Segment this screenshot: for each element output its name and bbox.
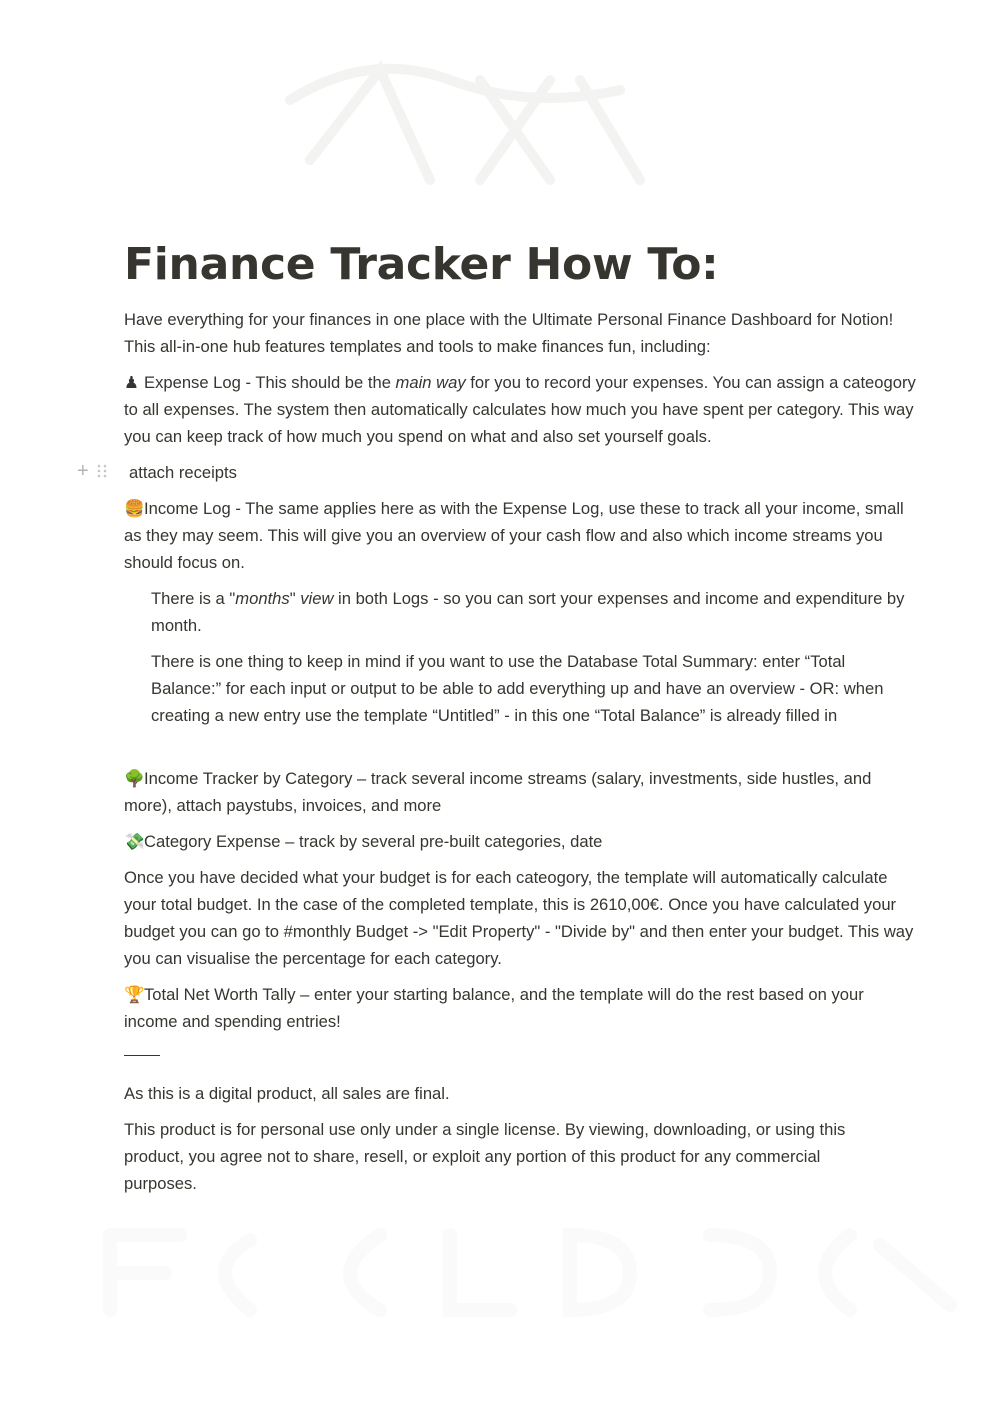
- income-log-block: 🍔Income Log - The same applies here as with the Expense Log, use these to track all your income, small as they may seem. This will give you an overview of your cash flow and also which income streams you should focus on.: [124, 495, 919, 576]
- drag-handle-icon[interactable]: [97, 464, 107, 478]
- summary-note: There is one thing to keep in mind if you want to use the Database Total Summary: enter “Total Balance:” for each input or output to be able to add everything up and have an overview - OR: when creating a new entry use the template “Untitled” - in this one “Total Balance” is already filled in: [151, 652, 884, 725]
- category-expense-block: 💸Category Expense – track by several pre-built categories, date: [124, 828, 919, 855]
- expense-log-block: ♟ Expense Log - This should be the main way for you to record your expenses. You can assign a cateogory to all expenses. The system then automatically calculates how much you have spent per category. This way you can keep track of how much you spend on what and also set yourself goals.: [124, 369, 919, 450]
- intro-paragraph: Have everything for your finances in one place with the Ultimate Personal Finance Dashboard for Notion! This all-in-one hub features templates and tools to make finances fun, including:: [124, 310, 894, 356]
- block-handle: [77, 460, 107, 482]
- tree-icon: 🌳: [124, 769, 145, 788]
- budget-note: Once you have decided what your budget is for each cateogory, the template will automatically calculate your total budget. In the case of the completed template, this is 2610,00€. Once you have calculated your budget you can go to #monthly Budget -> "Edit Property" - "Divide by" and then enter your budget. This way you can visualise the percentage for each category.: [124, 868, 914, 968]
- net-worth-block: 🏆Total Net Worth Tally – enter your starting balance, and the template will do the rest based on your income and spending entries!: [124, 981, 919, 1035]
- page-title: Finance Tracker How To:: [124, 239, 719, 290]
- sales-note: As this is a digital product, all sales are final.: [124, 1084, 450, 1103]
- attach-receipts-block[interactable]: attach receipts: [129, 463, 237, 482]
- burger-icon: 🍔: [124, 499, 145, 518]
- watermark-graphic-bottom: [90, 1215, 970, 1325]
- trophy-icon: 🏆: [124, 985, 145, 1004]
- chess-pawn-icon: ♟: [124, 373, 139, 392]
- divider: [124, 1055, 160, 1056]
- add-block-icon[interactable]: +: [77, 460, 89, 482]
- income-tracker-block: 🌳Income Tracker by Category – track several income streams (salary, investments, side hustles, and more), attach paystubs, invoices, and more: [124, 765, 919, 819]
- months-view-note: There is a "months" view in both Logs - so you can sort your expenses and income and expenditure by month.: [151, 589, 905, 635]
- license-note: This product is for personal use only under a single license. By viewing, downloading, or using this product, you agree not to share, resell, or exploit any portion of this product for any commercial purposes.: [124, 1120, 846, 1193]
- watermark-graphic-top: [250, 40, 660, 200]
- money-wings-icon: 💸: [124, 832, 145, 851]
